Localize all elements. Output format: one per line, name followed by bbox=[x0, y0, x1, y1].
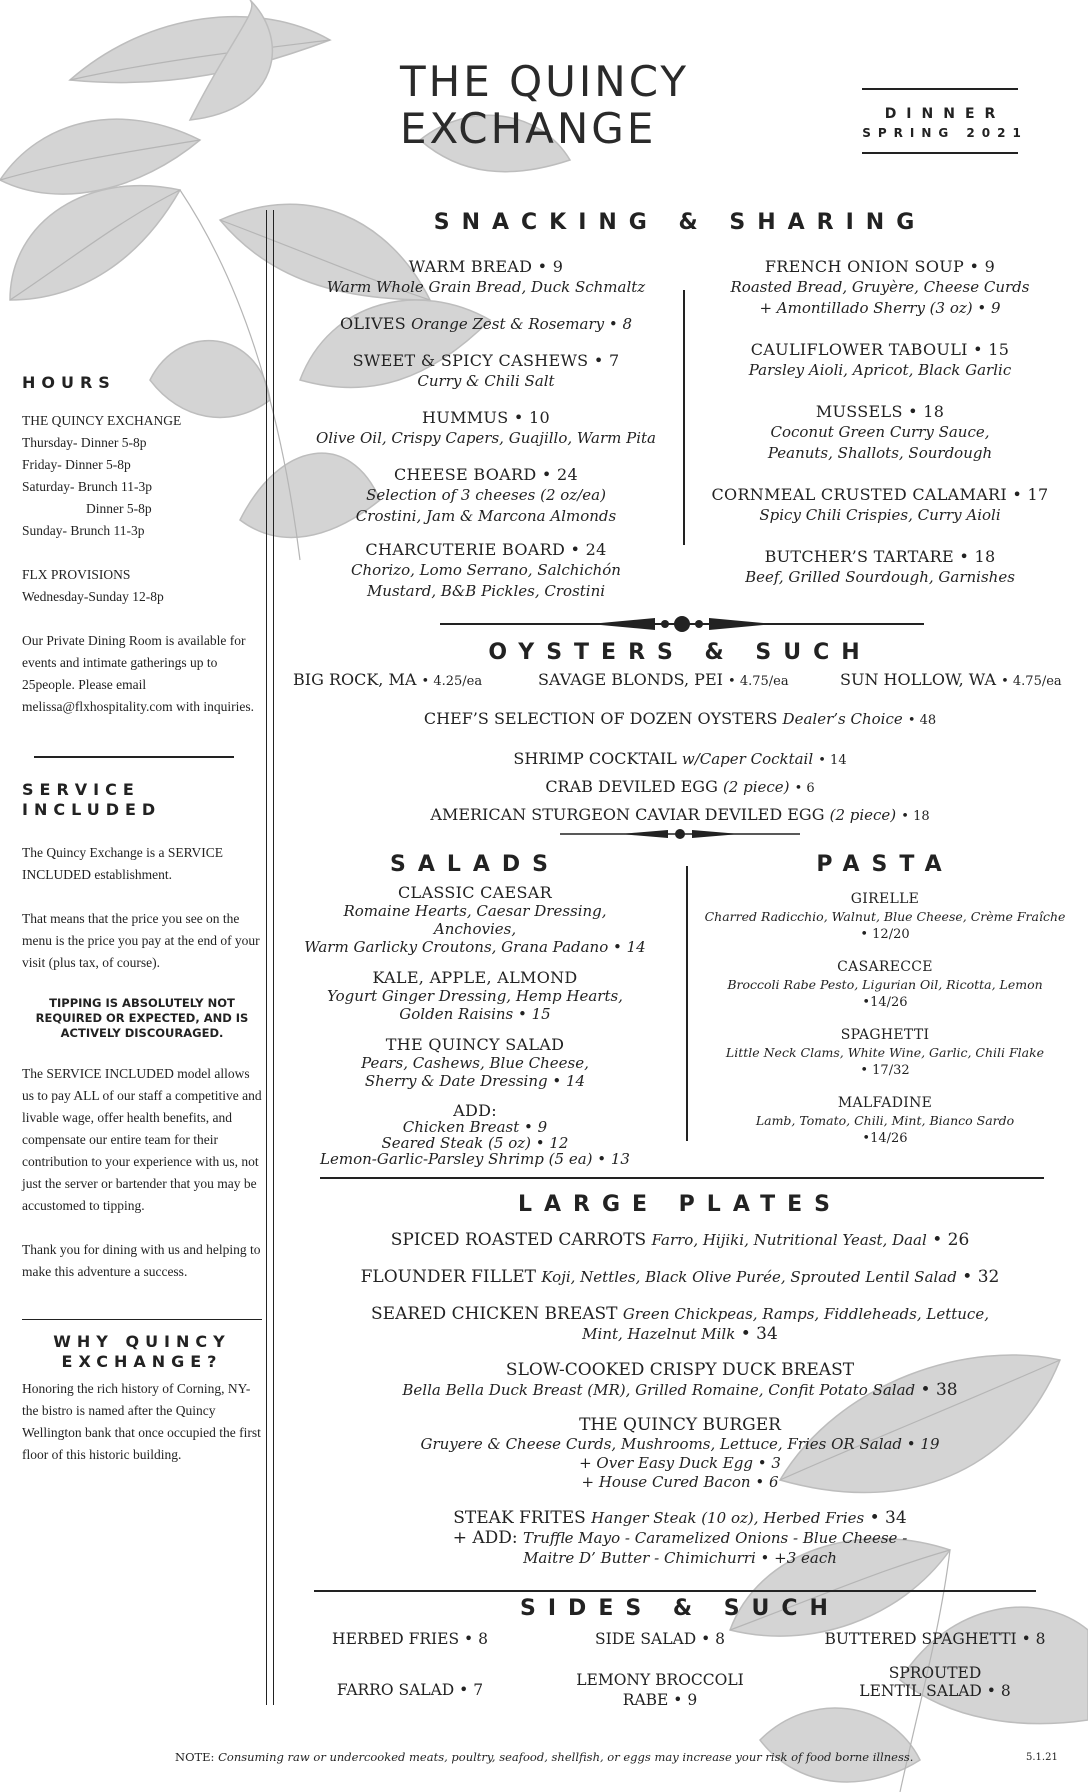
footer-date: 5.1.21 bbox=[1026, 1752, 1058, 1763]
why-title-line2: EXCHANGE? bbox=[61, 1352, 223, 1371]
menu-item bbox=[700, 890, 1070, 944]
item-name: SHRIMP COCKTAIL bbox=[513, 749, 677, 768]
side-item-line: LENTIL SALAD • 8 bbox=[859, 1682, 1011, 1700]
item-addon: Truffle Mayo - Caramelized Onions - Blue Cheese - bbox=[523, 1529, 908, 1547]
side-item bbox=[540, 1670, 780, 1710]
item-desc: (2 piece) bbox=[829, 806, 897, 824]
menu-item bbox=[296, 313, 676, 335]
tipping-notice: TIPPING IS ABSOLUTELY NOT REQUIRED OR EXPECTED, AND IS ACTIVELY DISCOURAGED. bbox=[35, 995, 249, 1040]
side-item bbox=[790, 1664, 1080, 1700]
item-price: • 4.75/ea bbox=[1001, 674, 1062, 689]
note-label: NOTE: bbox=[175, 1750, 215, 1764]
item-desc: Romaine Hearts, Caesar Dressing, Anchovies, bbox=[343, 902, 607, 938]
menu-item bbox=[690, 339, 1070, 381]
item-name: THE QUINCY SALAD bbox=[385, 1035, 565, 1054]
side-item: FARRO SALAD • 7 bbox=[336, 1681, 484, 1699]
item-desc: Roasted Bread, Gruyère, Cheese Curds bbox=[730, 278, 1030, 296]
item-name: SWEET & SPICY CASHEWS • 7 bbox=[352, 351, 620, 370]
item-name: CAULIFLOWER TABOULI • 15 bbox=[750, 340, 1010, 359]
item-desc: Bella Bella Duck Breast (MR), Grilled Romaine, Confit Potato Salad bbox=[402, 1381, 916, 1399]
hours-line: THE QUINCY EXCHANGE bbox=[22, 413, 182, 428]
item-desc: Broccoli Rabe Pesto, Ligurian Oil, Ricotta, Lemon bbox=[727, 977, 1043, 992]
item-desc: Gruyere & Cheese Curds, Mushrooms, Lettuce, Fries OR Salad • 19 bbox=[420, 1435, 940, 1453]
ornamental-divider bbox=[440, 612, 924, 636]
side-item-line: SPROUTED bbox=[888, 1664, 982, 1682]
item-name: GIRELLE bbox=[850, 891, 920, 907]
menu-item bbox=[300, 774, 1060, 802]
menu-item bbox=[296, 539, 676, 602]
large-plates-title: LARGE PLATES bbox=[517, 1192, 843, 1217]
menu-item bbox=[296, 407, 676, 449]
item-desc: Warm Whole Grain Bread, Duck Schmaltz bbox=[326, 278, 646, 296]
sidebar-divider bbox=[266, 210, 274, 1705]
oyster-item bbox=[293, 670, 482, 689]
menu-item bbox=[300, 1416, 1060, 1492]
menu-item bbox=[300, 884, 650, 956]
salads-column-divider bbox=[686, 866, 688, 1141]
add-item: Lemon-Garlic-Parsley Shrimp (5 ea) • 13 bbox=[320, 1150, 630, 1168]
hours-list bbox=[22, 410, 262, 542]
item-desc: Warm Garlicky Croutons, Grana Padano • 14 bbox=[304, 938, 646, 956]
hours-line: Friday- Dinner 5-8p bbox=[22, 457, 131, 472]
item-addon: + House Cured Bacon • 6 bbox=[581, 1473, 779, 1491]
menu-label-season: SPRING 2021 bbox=[862, 126, 1028, 140]
logo bbox=[400, 57, 700, 154]
hours-title: HOURS bbox=[22, 373, 116, 392]
service-title bbox=[22, 780, 262, 820]
salads-title: SALADS bbox=[389, 852, 561, 877]
side-item-line: RABE • 9 bbox=[622, 1691, 698, 1709]
service-paragraph: The SERVICE INCLUDED model allows us to pay ALL of our staff a competitive and livable wage, offer health benefits, and compensate our entire team for their contribution to your experience with us, not just the server or bartender that you may be accustomed to tipping. bbox=[22, 1065, 262, 1213]
item-price: • 4.75/ea bbox=[728, 674, 789, 689]
logo-line2: EXCHANGE bbox=[400, 104, 657, 153]
menu-item bbox=[296, 350, 676, 392]
item-price: •14/26 bbox=[862, 1131, 908, 1146]
item-name: HUMMUS • 10 bbox=[422, 408, 550, 427]
item-name: THE QUINCY BURGER bbox=[579, 1415, 781, 1435]
hours-line: Sunday- Brunch 11-3p bbox=[22, 523, 145, 538]
item-price: • 26 bbox=[932, 1230, 970, 1250]
item-desc: + Amontillado Sherry (3 oz) • 9 bbox=[759, 299, 1001, 317]
side-item: BUTTERED SPAGHETTI • 8 bbox=[824, 1630, 1046, 1648]
item-desc: Beef, Grilled Sourdough, Garnishes bbox=[745, 568, 1015, 586]
menu-item bbox=[300, 1230, 1060, 1251]
item-desc: Chorizo, Lomo Serrano, Salchichón bbox=[351, 561, 621, 579]
item-desc: Charred Radicchio, Walnut, Blue Cheese, Crème Fraîche bbox=[704, 909, 1066, 924]
item-desc: (2 piece) bbox=[722, 778, 790, 796]
item-desc: Little Neck Clams, White Wine, Garlic, Chili Flake bbox=[725, 1045, 1045, 1060]
menu-item bbox=[296, 256, 676, 298]
item-name: BIG ROCK, MA bbox=[293, 670, 417, 689]
menu-item bbox=[300, 1304, 1060, 1344]
why-text: Honoring the rich history of Corning, NY- the bistro is named after the Quincy Wellington bank that once occupied the first floor of this historic building. bbox=[22, 1381, 261, 1462]
service-paragraph: The Quincy Exchange is a SERVICE INCLUDED establishment. bbox=[22, 844, 223, 882]
menu-item bbox=[296, 464, 676, 527]
item-name: KALE, APPLE, ALMOND bbox=[372, 968, 578, 987]
sides-title: SIDES & SUCH bbox=[520, 1596, 840, 1621]
pasta-list bbox=[700, 890, 1070, 1148]
oysters-extras bbox=[300, 746, 1060, 830]
item-name: SUN HOLLOW, WA bbox=[840, 670, 996, 689]
footer-note bbox=[175, 1750, 975, 1764]
why-title-line1: WHY QUINCY bbox=[53, 1332, 231, 1351]
menu-item bbox=[700, 1094, 1070, 1148]
item-name: SPICED ROASTED CARROTS bbox=[390, 1230, 647, 1250]
item-name: MUSSELS • 18 bbox=[815, 402, 945, 421]
item-desc: Yogurt Ginger Dressing, Hemp Hearts, bbox=[327, 987, 623, 1005]
item-name: CORNMEAL CRUSTED CALAMARI • 17 bbox=[711, 485, 1049, 504]
item-desc: Golden Raisins • 15 bbox=[399, 1005, 551, 1023]
section-divider bbox=[314, 1590, 1036, 1592]
provisions-name: FLX PROVISIONS bbox=[22, 567, 131, 582]
menu-item bbox=[690, 401, 1070, 464]
item-desc: Parsley Aioli, Apricot, Black Garlic bbox=[748, 361, 1012, 379]
item-name: SPAGHETTI bbox=[840, 1027, 930, 1043]
item-desc: Peanuts, Shallots, Sourdough bbox=[767, 444, 993, 462]
side-item: HERBED FRIES • 8 bbox=[332, 1630, 488, 1648]
item-price: • 34 bbox=[740, 1324, 778, 1344]
item-desc: Koji, Nettles, Black Olive Purée, Sprouted Lentil Salad bbox=[541, 1268, 957, 1286]
note-text: Consuming raw or undercooked meats, poultry, seafood, shellfish, or eggs may increase your risk of food borne illness. bbox=[218, 1750, 914, 1764]
menu-item bbox=[690, 546, 1070, 588]
menu-item bbox=[690, 484, 1070, 526]
chef-selection bbox=[300, 708, 1060, 731]
hours-line: Saturday- Brunch 11-3p bbox=[22, 479, 152, 494]
large-plates-list bbox=[300, 1230, 1060, 1568]
sides-list bbox=[290, 1630, 1080, 1710]
provisions-hours: Wednesday-Sunday 12-8p bbox=[22, 589, 164, 604]
service-paragraph: Thank you for dining with us and helping to make this adventure a success. bbox=[22, 1241, 261, 1279]
item-name: SAVAGE BLONDS, PEI bbox=[538, 670, 723, 689]
private-dining-text: Our Private Dining Room is available for events and intimate gatherings up to 25people. Please email melissa@flxhospitality.com with inquiries. bbox=[22, 633, 255, 714]
menu-item bbox=[300, 1508, 1060, 1568]
item-price: • 12/20 bbox=[860, 927, 910, 942]
menu-item bbox=[300, 1360, 1060, 1400]
menu-item bbox=[300, 1036, 650, 1090]
salads-list bbox=[300, 884, 650, 1167]
snacking-right bbox=[690, 256, 1070, 588]
item-desc: Orange Zest & Rosemary • 8 bbox=[411, 315, 633, 333]
logo-line1: THE QUINCY bbox=[400, 57, 689, 106]
item-desc: Hanger Steak (10 oz), Herbed Fries bbox=[591, 1509, 865, 1527]
item-name: CLASSIC CAESAR bbox=[398, 883, 552, 902]
item-name: MALFADINE bbox=[837, 1095, 933, 1111]
item-name: CHARCUTERIE BOARD • 24 bbox=[365, 540, 607, 559]
side-item: SIDE SALAD • 8 bbox=[595, 1630, 725, 1648]
service-title-line2: INCLUDED bbox=[22, 799, 162, 819]
item-price: • 14 bbox=[818, 753, 847, 768]
section-divider bbox=[320, 1177, 1044, 1179]
item-name: BUTCHER’S TARTARE • 18 bbox=[764, 547, 996, 566]
item-desc: Curry & Chili Salt bbox=[417, 372, 555, 390]
item-addon: Maitre D’ Butter - Chimichurri • +3 each bbox=[523, 1549, 837, 1567]
menu-item bbox=[300, 969, 650, 1023]
service-paragraph: That means that the price you see on the menu is the price you pay at the end of your visit (plus tax, of course). bbox=[22, 910, 260, 970]
item-name: CRAB DEVILED EGG bbox=[545, 777, 718, 796]
item-name: STEAK FRITES bbox=[453, 1508, 586, 1528]
item-price: • 18 bbox=[901, 809, 930, 824]
item-addon: + Over Easy Duck Egg • 3 bbox=[579, 1454, 781, 1472]
menu-item bbox=[700, 958, 1070, 1012]
item-name: WARM BREAD • 9 bbox=[408, 257, 564, 276]
item-name: SEARED CHICKEN BREAST bbox=[371, 1304, 618, 1324]
item-price: •14/26 bbox=[862, 995, 908, 1010]
sidebar bbox=[22, 372, 262, 1466]
menu-item bbox=[700, 1026, 1070, 1080]
item-name: FRENCH ONION SOUP • 9 bbox=[764, 257, 996, 276]
item-name: CASARECCE bbox=[837, 959, 933, 975]
salad-add-ons bbox=[300, 1103, 650, 1167]
add-title: ADD: bbox=[453, 1101, 497, 1120]
item-desc: w/Caper Cocktail bbox=[681, 750, 814, 768]
item-name: CHEF’S SELECTION OF DOZEN OYSTERS bbox=[423, 709, 778, 728]
item-desc: Dealer’s Choice bbox=[782, 710, 903, 728]
item-desc: Crostini, Jam & Marcona Almonds bbox=[355, 507, 617, 525]
item-desc: Mustard, B&B Pickles, Crostini bbox=[366, 582, 606, 600]
menu-item bbox=[300, 746, 1060, 774]
item-price: • 48 bbox=[907, 713, 937, 728]
hours-line: Thursday- Dinner 5-8p bbox=[22, 435, 147, 450]
side-item-line: LEMONY BROCCOLI bbox=[576, 1671, 744, 1689]
add-item: Seared Steak (5 oz) • 12 bbox=[381, 1134, 569, 1152]
service-title-line1: SERVICE bbox=[22, 779, 140, 799]
item-desc: Coconut Green Curry Sauce, bbox=[770, 423, 990, 441]
oyster-item bbox=[840, 670, 1062, 689]
item-price: • 6 bbox=[794, 781, 815, 796]
item-price: • 17/32 bbox=[860, 1063, 910, 1078]
item-price: • 38 bbox=[920, 1380, 958, 1400]
item-name: OLIVES bbox=[339, 314, 407, 333]
hours-line: Dinner 5-8p bbox=[86, 501, 152, 516]
item-desc: Farro, Hijiki, Nutritional Yeast, Daal bbox=[651, 1231, 927, 1249]
item-price: • 32 bbox=[962, 1267, 1000, 1287]
menu-item bbox=[300, 1267, 1060, 1288]
item-desc: Sherry & Date Dressing • 14 bbox=[364, 1072, 586, 1090]
item-desc: Spicy Chili Crispies, Curry Aioli bbox=[759, 506, 1001, 524]
menu-item bbox=[690, 256, 1070, 319]
item-name: SLOW-COOKED CRISPY DUCK BREAST bbox=[505, 1360, 855, 1380]
why-title bbox=[22, 1332, 262, 1372]
snacking-column-divider bbox=[683, 290, 685, 545]
snacking-left bbox=[296, 256, 676, 602]
item-desc: Olive Oil, Crispy Capers, Guajillo, Warm Pita bbox=[315, 429, 656, 447]
item-desc: Green Chickpeas, Ramps, Fiddleheads, Lettuce, bbox=[622, 1305, 989, 1323]
addon-label: + ADD: bbox=[452, 1528, 518, 1548]
snacking-title: SNACKING & SHARING bbox=[433, 210, 927, 235]
oysters-title: OYSTERS & SUCH bbox=[488, 640, 872, 665]
item-price: • 34 bbox=[869, 1508, 907, 1528]
item-desc: Lamb, Tomato, Chili, Mint, Bianco Sardo bbox=[755, 1113, 1015, 1128]
item-name: CHEESE BOARD • 24 bbox=[394, 465, 578, 484]
add-item: Chicken Breast • 9 bbox=[402, 1118, 548, 1136]
item-desc: Selection of 3 cheeses (2 oz/ea) bbox=[366, 486, 606, 504]
menu-label-dinner: DINNER bbox=[884, 106, 1006, 122]
item-name: FLOUNDER FILLET bbox=[360, 1267, 536, 1287]
item-name: AMERICAN STURGEON CAVIAR DEVILED EGG bbox=[430, 805, 825, 824]
item-desc: Mint, Hazelnut Milk bbox=[582, 1325, 736, 1343]
pasta-title: PASTA bbox=[816, 852, 954, 877]
oyster-item bbox=[538, 670, 789, 689]
item-price: • 4.25/ea bbox=[421, 674, 483, 689]
ornamental-divider bbox=[560, 826, 800, 842]
item-desc: Pears, Cashews, Blue Cheese, bbox=[361, 1054, 589, 1072]
